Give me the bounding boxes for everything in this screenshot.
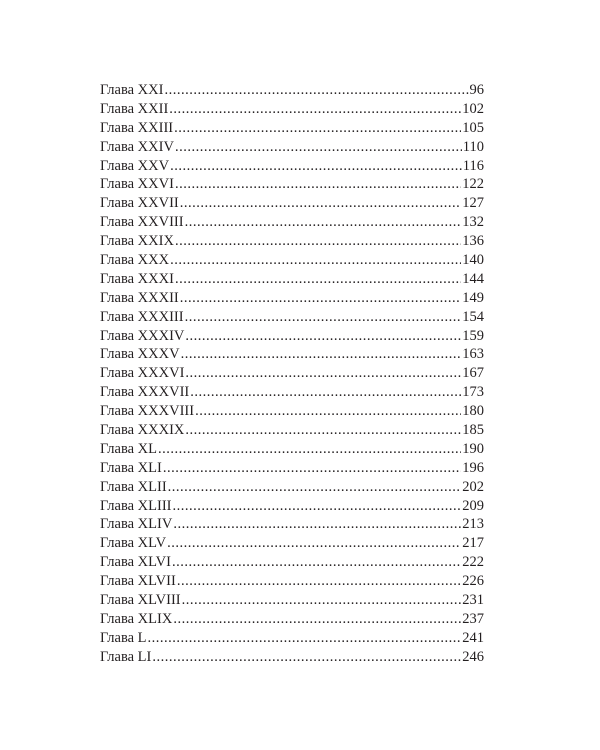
dot-leader	[182, 591, 462, 610]
toc-entry[interactable]	[100, 610, 484, 629]
toc-entry-page-number: 149	[462, 289, 484, 306]
toc-entry[interactable]	[100, 364, 484, 383]
toc-entry-page-number: 185	[462, 422, 484, 439]
dot-leader	[185, 213, 462, 232]
toc-entry[interactable]	[100, 421, 484, 440]
toc-entry[interactable]	[100, 534, 484, 553]
toc-entry-page-number: 116	[462, 157, 484, 174]
toc-entry[interactable]	[100, 327, 484, 346]
toc-entry-page-number: 167	[462, 365, 484, 382]
dot-leader	[185, 327, 461, 346]
toc-entry[interactable]	[100, 478, 484, 497]
toc-entry[interactable]	[100, 629, 484, 648]
toc-entry-title: Глава XXI	[100, 82, 164, 98]
dot-leader	[175, 138, 462, 157]
toc-entry-page-number: 105	[462, 119, 484, 136]
dot-leader	[180, 289, 461, 308]
toc-entry-title: Глава XXIII	[100, 119, 174, 136]
toc-entry-page-number: 110	[462, 138, 484, 155]
toc-entry-title: Глава XLII	[100, 478, 167, 495]
toc-entry-title: Глава XXXV	[100, 346, 180, 363]
toc-entry[interactable]	[100, 459, 484, 478]
dot-leader	[175, 232, 461, 251]
toc-entry[interactable]	[100, 119, 484, 138]
toc-entry-title: Глава L	[100, 629, 147, 646]
dot-leader	[175, 270, 461, 289]
toc-entry-title: Глава XXXIII	[100, 308, 184, 325]
toc-entry[interactable]	[100, 81, 484, 100]
toc-entry-title: Глава XXXVII	[100, 384, 190, 401]
dot-leader	[170, 251, 461, 270]
toc-entry[interactable]	[100, 648, 484, 667]
dot-leader	[177, 572, 461, 591]
toc-entry-page-number: 173	[462, 384, 484, 401]
toc-entry[interactable]	[100, 308, 484, 327]
toc-entry-title: Глава XLVII	[100, 573, 176, 590]
toc-entry[interactable]	[100, 591, 484, 610]
toc-entry-page-number: 202	[462, 478, 484, 495]
toc-entry-title: Глава XXXIV	[100, 327, 185, 344]
toc-entry-page-number: 209	[462, 497, 484, 514]
toc-entry-title: Глава XLV	[100, 535, 167, 552]
toc-entry[interactable]	[100, 213, 484, 232]
toc-entry[interactable]	[100, 100, 484, 119]
toc-entry-title: Глава XXII	[100, 100, 169, 117]
toc-entry-page-number: 132	[462, 214, 484, 231]
toc-entry-title: Глава XXVII	[100, 195, 179, 212]
dot-leader	[195, 402, 461, 421]
toc-entry[interactable]	[100, 497, 484, 516]
toc-entry-title: Глава XLI	[100, 459, 162, 476]
toc-entry-page-number: 213	[462, 516, 484, 533]
toc-entry-page-number: 127	[462, 195, 484, 212]
dot-leader	[170, 157, 462, 176]
toc-entry-page-number: 96	[469, 82, 484, 98]
toc-entry[interactable]	[100, 553, 484, 572]
dot-leader	[167, 534, 461, 553]
toc-entry-title: Глава XXXIX	[100, 422, 185, 439]
toc-entry-page-number: 237	[462, 610, 484, 627]
toc-entry-title: Глава XLVI	[100, 554, 171, 571]
toc-entry-title: Глава XXVI	[100, 176, 174, 193]
toc-entry-page-number: 136	[462, 233, 484, 250]
toc-entry-title: Глава XXXVIII	[100, 403, 195, 420]
toc-entry-page-number: 140	[462, 252, 484, 269]
dot-leader	[190, 383, 461, 402]
toc-entry[interactable]	[100, 270, 484, 289]
dot-leader	[180, 194, 461, 213]
toc-entry-title: Глава XLVIII	[100, 592, 181, 609]
toc-entry-page-number: 231	[462, 592, 484, 609]
toc-entry-page-number: 122	[462, 176, 484, 193]
dot-leader	[168, 478, 462, 497]
toc-entry-title: Глава XL	[100, 440, 158, 457]
toc-entry-title: Глава XXXVI	[100, 365, 185, 382]
toc-entry-title: Глава XXX	[100, 252, 170, 269]
toc-entry[interactable]	[100, 194, 484, 213]
toc-entry[interactable]	[100, 138, 484, 157]
toc-entry-page-number: 163	[462, 346, 484, 363]
toc-entry[interactable]	[100, 440, 484, 459]
dot-leader	[172, 553, 461, 572]
toc-entry[interactable]	[100, 251, 484, 270]
toc-entry-page-number: 159	[462, 327, 484, 344]
toc-entry-page-number: 144	[462, 270, 484, 287]
toc-entry-title: Глава XXIV	[100, 138, 174, 155]
dot-leader	[163, 459, 461, 478]
toc-entry-title: Глава XXV	[100, 157, 170, 174]
dot-leader	[164, 81, 468, 100]
toc-entry-page-number: 102	[462, 100, 484, 117]
dot-leader	[148, 629, 462, 648]
toc-entry-page-number: 246	[462, 648, 484, 665]
toc-entry[interactable]	[100, 383, 484, 402]
dot-leader	[152, 648, 461, 667]
toc-entry-title: Глава XLIX	[100, 610, 173, 627]
dot-leader	[173, 497, 462, 516]
toc-entry-page-number: 190	[462, 440, 484, 457]
toc-entry[interactable]	[100, 572, 484, 591]
dot-leader	[185, 421, 461, 440]
toc-entry[interactable]	[100, 157, 484, 176]
toc-entry[interactable]	[100, 232, 484, 251]
toc-entry-title: Глава XXXI	[100, 270, 174, 287]
dot-leader	[174, 119, 461, 138]
toc-entry[interactable]	[100, 175, 484, 194]
toc-entry[interactable]	[100, 289, 484, 308]
table-of-contents	[100, 81, 484, 667]
dot-leader	[158, 440, 461, 459]
toc-entry-title: Глава XLIV	[100, 516, 173, 533]
toc-entry-page-number: 154	[462, 308, 484, 325]
dot-leader	[185, 308, 462, 327]
dot-leader	[181, 345, 462, 364]
dot-leader	[175, 175, 461, 194]
toc-entry-page-number: 222	[462, 554, 484, 571]
dot-leader	[173, 515, 461, 534]
toc-entry[interactable]	[100, 402, 484, 421]
toc-entry-page-number: 226	[462, 573, 484, 590]
toc-entry-page-number: 241	[462, 629, 484, 646]
toc-entry-title: Глава XXIX	[100, 233, 174, 250]
toc-entry-title: Глава XXXII	[100, 289, 179, 306]
dot-leader	[185, 364, 461, 383]
toc-entry[interactable]	[100, 345, 484, 364]
toc-entry-page-number: 196	[462, 459, 484, 476]
toc-entry-title: Глава LI	[100, 648, 152, 665]
dot-leader	[169, 100, 461, 119]
toc-entry-title: Глава XXVIII	[100, 214, 184, 231]
dot-leader	[173, 610, 461, 629]
toc-entry-title: Глава XLIII	[100, 497, 172, 514]
toc-entry-page-number: 180	[462, 403, 484, 420]
toc-entry[interactable]	[100, 515, 484, 534]
toc-entry-page-number: 217	[462, 535, 484, 552]
